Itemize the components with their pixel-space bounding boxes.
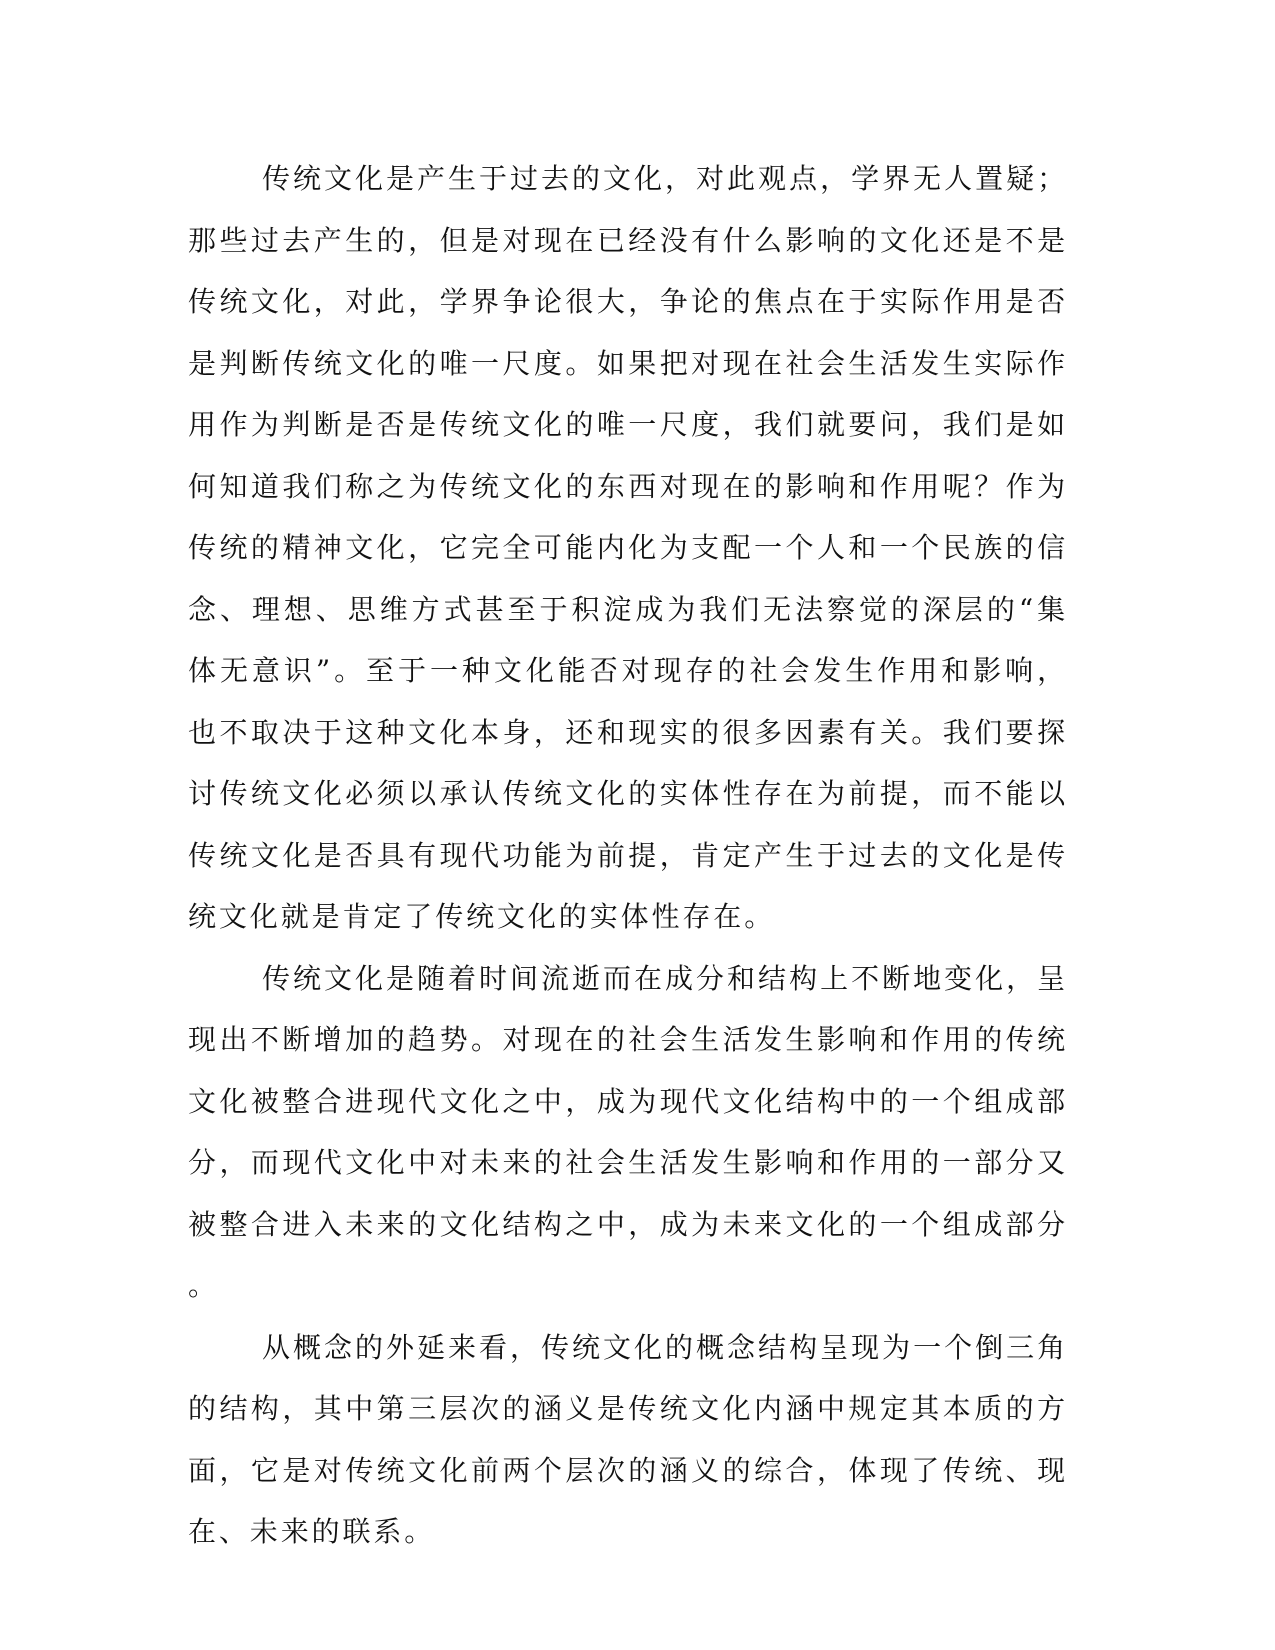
paragraph-3: 从概念的外延来看，传统文化的概念结构呈现为一个倒三角的结构，其中第三层次的涵义是传统文化内涵中规定其本质的方面，它是对传统文化前两个层次的涵义的综合，体现了传统、现在、未来的联系。: [188, 1330, 1068, 1548]
paragraph-2: 传统文化是随着时间流逝而在成分和结构上不断地变化，呈现出不断增加的趋势。对现在的社会生活发生影响和作用的传统文化被整合进现代文化之中，成为现代文化结构中的一个组成部分，而现代文化中对未来的社会生活发生影响和作用的一部分又被整合进入未来的文化结构之中，成为未来文化的一个组成部分。: [188, 961, 1068, 1302]
paragraph-1: 传统文化是产生于过去的文化，对此观点，学界无人置疑；那些过去产生的，但是对现在已经没有什么影响的文化还是不是传统文化，对此，学界争论很大，争论的焦点在于实际作用是否是判断传统文化的唯一尺度。如果把对现在社会生活发生实际作用作为判断是否是传统文化的唯一尺度，我们就要问，我们是如何知道我们称之为传统文化的东西对现在的影响和作用呢？作为传统的精神文化，它完全可能内化为支配一个人和一个民族的信念、理想、思维方式甚至于积淀成为我们无法察觉的深层的“集体无意识”。至于一种文化能否对现存的社会发生作用和影响，也不取决于这种文化本身，还和现实的很多因素有关。我们要探讨传统文化必须以承认传统文化的实体性存在为前提，而不能以传统文化是否具有现代功能为前提，肯定产生于过去的文化是传统文化就是肯定了传统文化的实体性存在。: [188, 162, 1068, 933]
document-body: [188, 148, 1068, 1563]
